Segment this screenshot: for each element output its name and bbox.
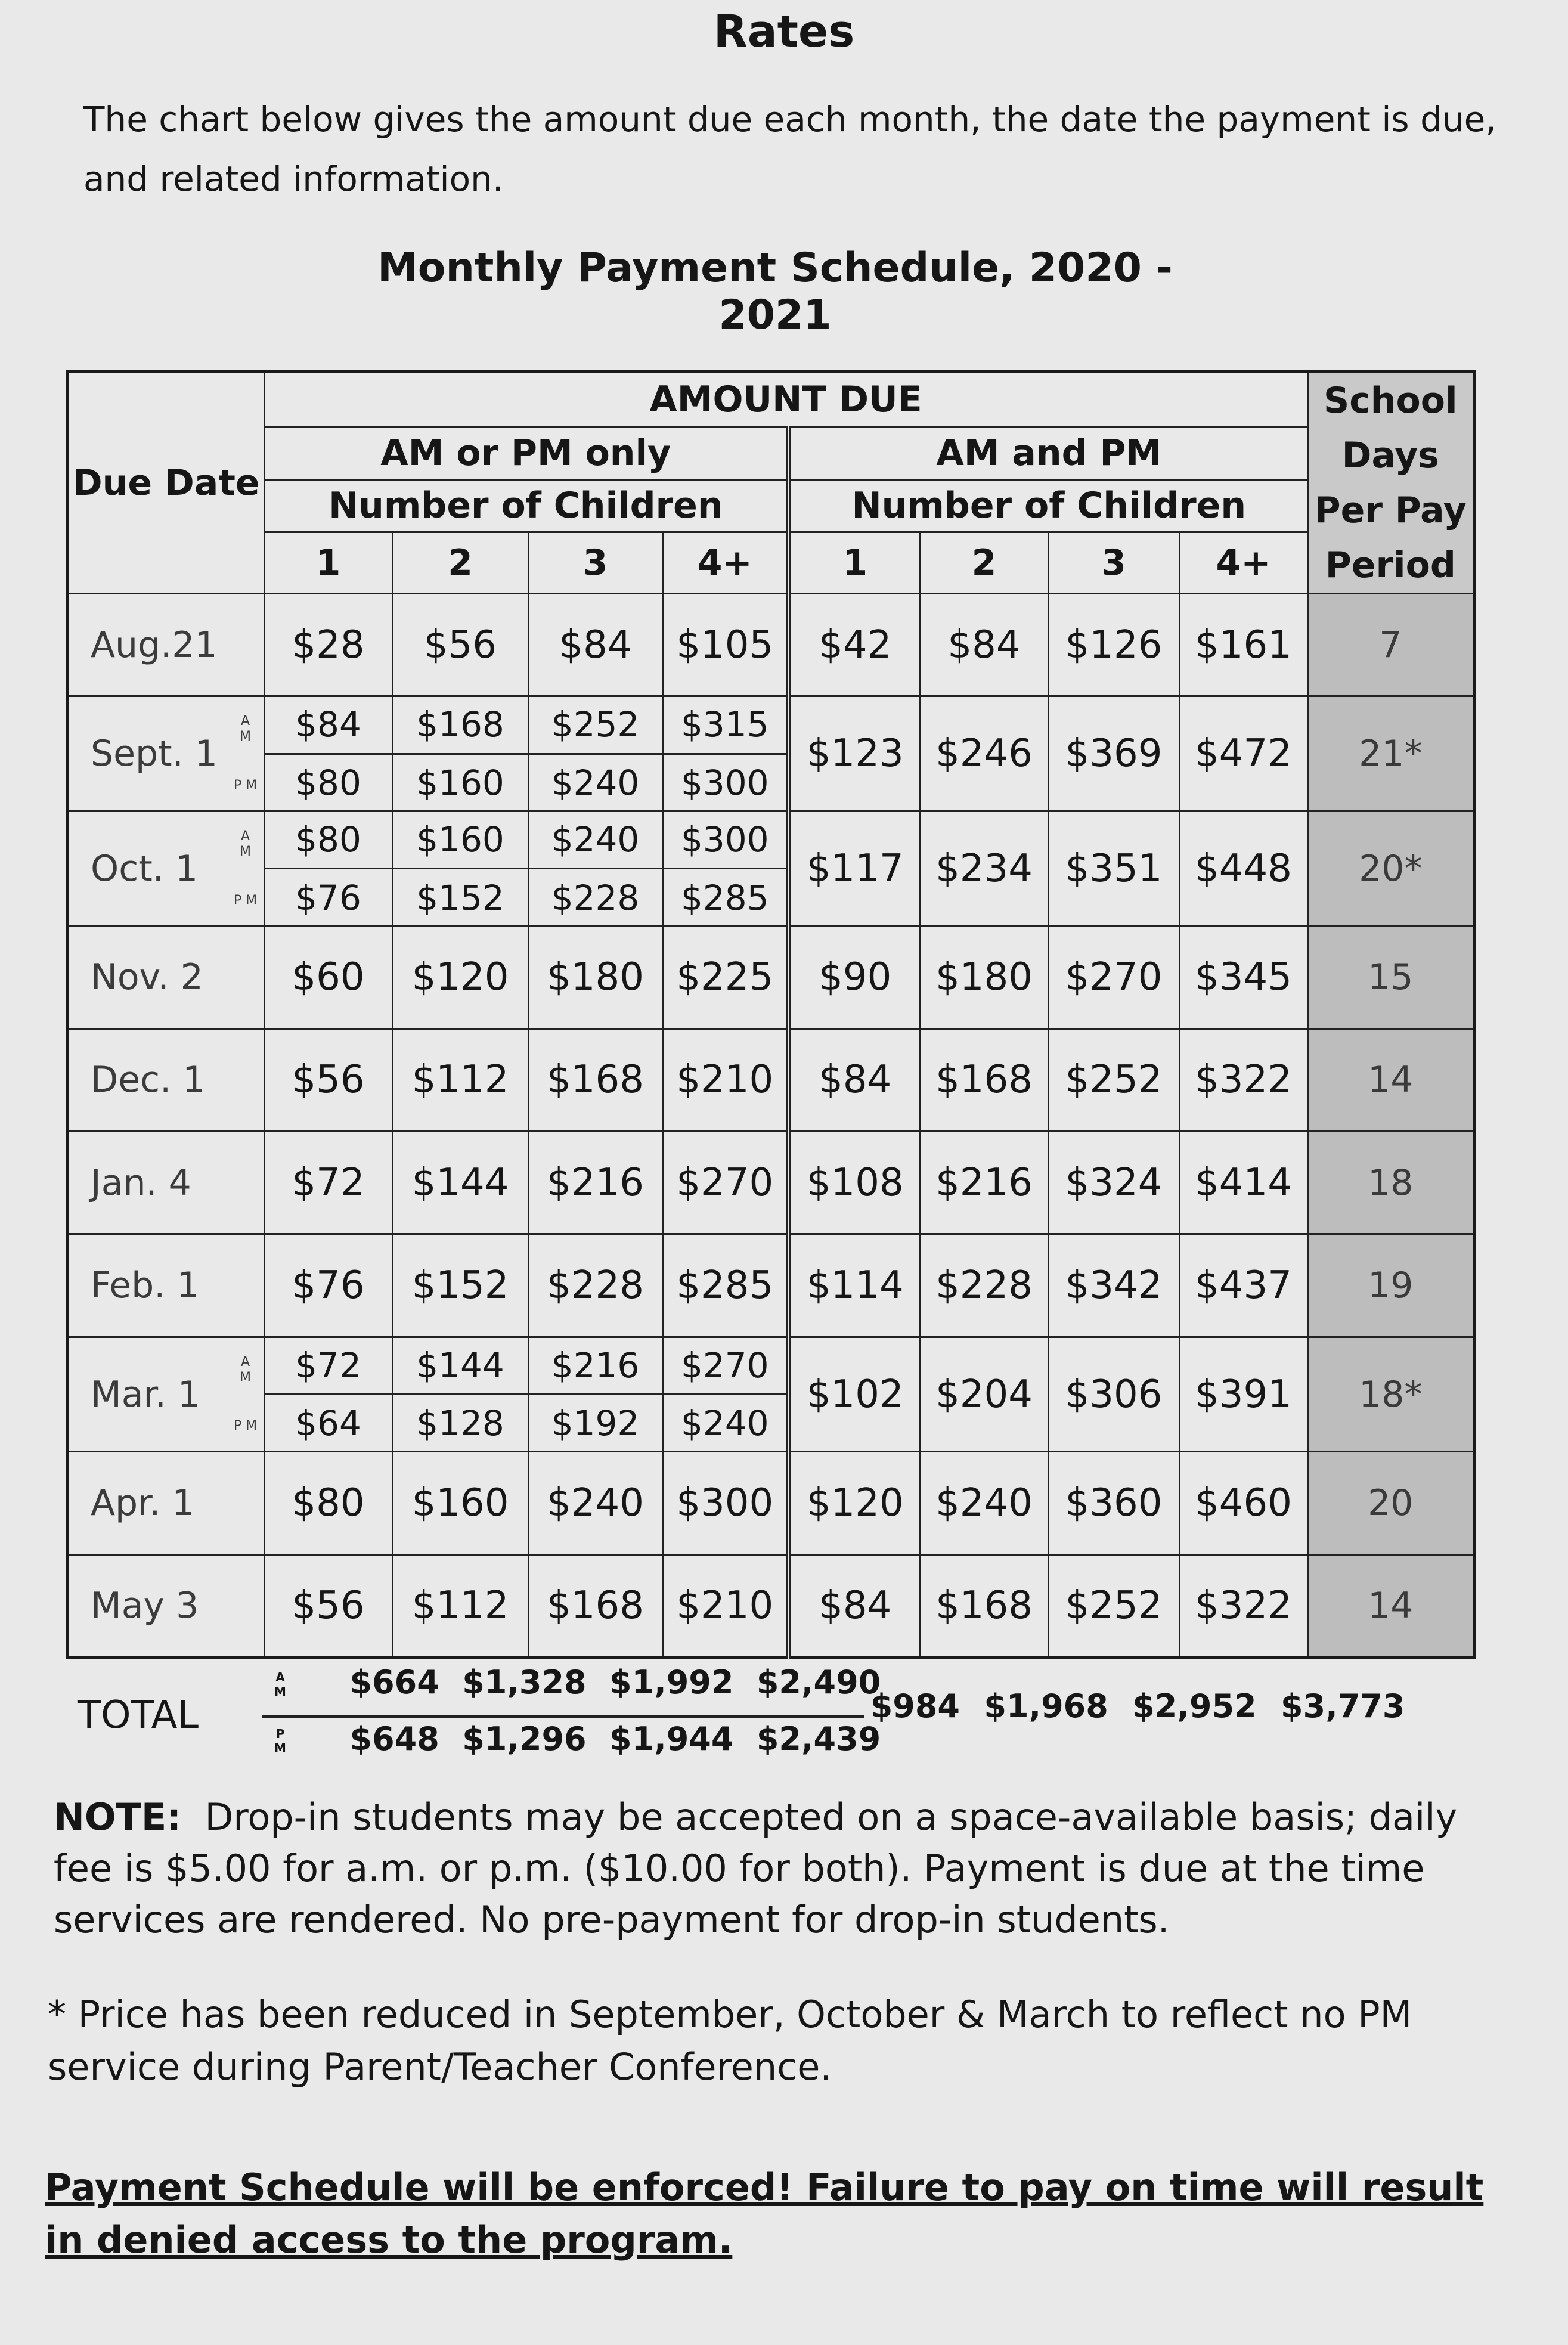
amount-both-cell: $216: [920, 1132, 1048, 1234]
amount-both-cell: $168: [920, 1554, 1048, 1657]
amount-cell: $76: [264, 1234, 392, 1337]
table-row: [67, 1132, 1474, 1234]
amount-both-cell: $360: [1048, 1452, 1179, 1554]
due-date-label: Oct. 1: [91, 847, 199, 890]
intro-text: The chart below gives the amount due each month, the date the payment is due, and related information.: [83, 99, 1496, 199]
school-days-cell: 20: [1307, 1452, 1474, 1554]
am-amount: $84: [265, 696, 392, 755]
am-amount: $216: [529, 1337, 662, 1395]
am-amount: $270: [664, 1337, 787, 1395]
count-header: 4+: [662, 532, 789, 594]
amount-cell: $60: [264, 926, 392, 1029]
pm-mark: P M: [274, 1727, 286, 1756]
schedule-title: Monthly Payment Schedule, 2020 - 2021: [377, 244, 1173, 339]
amount-both-cell: $84: [920, 594, 1048, 696]
amount-cell: $112: [392, 1029, 528, 1131]
pm-mark: P M: [233, 777, 258, 793]
amount-cell: $228: [528, 1234, 662, 1337]
due-date-label: Aug.21: [91, 624, 218, 666]
amount-split-cell: [528, 811, 662, 926]
amount-cell: $56: [392, 594, 528, 696]
amount-cell: $84: [528, 594, 662, 696]
total-pm: $648: [349, 1720, 439, 1758]
count-header: 3: [1048, 532, 1179, 594]
num-children-header-both: Number of Children: [789, 479, 1307, 532]
amount-cell: $210: [662, 1029, 789, 1131]
am-mark: A M: [240, 828, 251, 859]
amount-both-cell: $437: [1179, 1234, 1307, 1337]
due-date-cell: [67, 1452, 264, 1554]
amount-split-cell: [392, 1337, 528, 1452]
enforcement-warning: Payment Schedule will be enforced! Failure to pay on time will result in denied access to the program.: [45, 2166, 1484, 2262]
children-count-row: [67, 532, 1474, 594]
amount-cell: $120: [392, 926, 528, 1029]
pm-amount: $285: [680, 877, 769, 918]
amount-split-cell: [264, 696, 392, 811]
due-date-cell: [67, 594, 264, 696]
amount-both-cell: $123: [789, 696, 920, 811]
amount-split-cell: [392, 696, 528, 811]
amount-split-cell: [264, 811, 392, 926]
table-row: [67, 1554, 1474, 1657]
due-date-label: Jan. 4: [91, 1161, 191, 1204]
amount-both-cell: $180: [920, 926, 1048, 1029]
count-header: 4+: [1179, 532, 1307, 594]
total-both: $1,968: [984, 1687, 1108, 1725]
am-mark: A M: [274, 1670, 286, 1699]
due-date-label: May 3: [91, 1584, 199, 1627]
table-row: [67, 594, 1474, 696]
due-date-cell: [67, 811, 264, 926]
table-row: [67, 696, 1474, 811]
pm-amount: $228: [551, 877, 640, 918]
pm-amount: $300: [680, 763, 769, 803]
amount-both-cell: $322: [1179, 1554, 1307, 1657]
amount-cell: $112: [392, 1554, 528, 1657]
amount-cell: $168: [528, 1554, 662, 1657]
school-days-cell: 18*: [1307, 1337, 1474, 1452]
amount-cell: $28: [264, 594, 392, 696]
am-mark: A M: [240, 714, 251, 745]
table-row: [67, 811, 1474, 926]
total-pm: $2,439: [756, 1720, 881, 1758]
am-amount: $240: [529, 811, 662, 869]
due-date-cell: [67, 1029, 264, 1131]
total-both: $3,773: [1281, 1687, 1405, 1725]
amount-both-cell: $324: [1048, 1132, 1179, 1234]
due-date-label: Sept. 1: [91, 733, 218, 775]
amount-split-cell: [528, 1337, 662, 1452]
am-amount: $72: [265, 1337, 392, 1395]
am-amount: $300: [664, 811, 787, 869]
amount-both-cell: $108: [789, 1132, 920, 1234]
amount-split-cell: [392, 811, 528, 926]
due-date-label: Dec. 1: [91, 1059, 206, 1101]
pm-amount: $76: [295, 877, 361, 918]
pm-mark: P M: [233, 1418, 258, 1434]
amount-both-cell: $351: [1048, 811, 1179, 926]
amount-both-cell: $306: [1048, 1337, 1179, 1452]
amount-cell: $152: [392, 1234, 528, 1337]
am-amount: $168: [393, 696, 528, 755]
total-am: $1,328: [462, 1664, 587, 1701]
amount-both-cell: $234: [920, 811, 1048, 926]
num-children-header-single: Number of Children: [264, 479, 789, 532]
count-header: 3: [528, 532, 662, 594]
total-am: $2,490: [756, 1664, 881, 1701]
total-pm: $1,296: [462, 1720, 587, 1758]
total-am: $1,992: [609, 1664, 734, 1701]
amount-both-cell: $342: [1048, 1234, 1179, 1337]
amount-split-cell: [662, 696, 789, 811]
amount-both-cell: $414: [1179, 1132, 1307, 1234]
due-date-cell: [67, 1132, 264, 1234]
amount-both-cell: $84: [789, 1554, 920, 1657]
school-days-cell: 14: [1307, 1029, 1474, 1131]
total-label: TOTAL: [78, 1693, 199, 1737]
amount-both-cell: $252: [1048, 1029, 1179, 1131]
am-amount: $315: [664, 696, 787, 755]
amount-both-cell: $126: [1048, 594, 1179, 696]
due-date-label: Feb. 1: [91, 1265, 200, 1307]
page-title: Rates: [713, 6, 855, 57]
due-date-cell: [67, 926, 264, 1029]
total-both: $2,952: [1132, 1687, 1257, 1725]
pm-amount: $160: [416, 763, 504, 803]
drop-in-note: [54, 1792, 1485, 1946]
amount-cell: $180: [528, 926, 662, 1029]
am-amount: $80: [265, 811, 392, 869]
total-divider: [262, 1715, 864, 1718]
total-pm-row: [268, 1720, 881, 1758]
amount-cell: $225: [662, 926, 789, 1029]
am-pm-marker: [234, 697, 258, 810]
amount-both-cell: $228: [920, 1234, 1048, 1337]
due-date-cell: [67, 696, 264, 811]
table-row: [67, 1029, 1474, 1131]
pm-amount: $192: [551, 1403, 640, 1444]
total-pm: $1,944: [609, 1720, 734, 1758]
amount-both-cell: $460: [1179, 1452, 1307, 1554]
amount-both-cell: $322: [1179, 1029, 1307, 1131]
count-header: 2: [920, 532, 1048, 594]
due-date-label: Nov. 2: [91, 956, 203, 999]
pm-amount: $64: [295, 1403, 361, 1444]
amount-both-cell: $252: [1048, 1554, 1179, 1657]
table-row: [67, 1452, 1474, 1554]
am-amount: $160: [393, 811, 528, 869]
pm-mark: P M: [233, 893, 258, 908]
count-header: 1: [264, 532, 392, 594]
amount-split-cell: [528, 696, 662, 811]
due-date-cell: [67, 1554, 264, 1657]
payment-schedule-table: [66, 370, 1476, 1659]
totals: [78, 1664, 1449, 1777]
due-date-cell: [67, 1234, 264, 1337]
amount-cell: $270: [662, 1132, 789, 1234]
amount-cell: $80: [264, 1452, 392, 1554]
amount-cell: $56: [264, 1554, 392, 1657]
total-am-row: [268, 1664, 881, 1701]
amount-both-cell: $369: [1048, 696, 1179, 811]
am-or-pm-header: AM or PM only: [264, 427, 789, 479]
school-days-cell: 15: [1307, 926, 1474, 1029]
total-both: $984: [870, 1687, 960, 1725]
count-header: 2: [392, 532, 528, 594]
amount-both-cell: $114: [789, 1234, 920, 1337]
amount-cell: $56: [264, 1029, 392, 1131]
footnote: * Price has been reduced in September, October & March to reflect no PM service during Parent/Teacher Conference.: [48, 1993, 1412, 2089]
amount-split-cell: [662, 811, 789, 926]
count-header: 1: [789, 532, 920, 594]
amount-both-cell: $391: [1179, 1337, 1307, 1452]
school-days-cell: 18: [1307, 1132, 1474, 1234]
amount-split-cell: [264, 1337, 392, 1452]
am-pm-marker: [234, 1338, 258, 1451]
school-days-cell: 21*: [1307, 696, 1474, 811]
amount-cell: $210: [662, 1554, 789, 1657]
amount-cell: $160: [392, 1452, 528, 1554]
amount-cell: $144: [392, 1132, 528, 1234]
amount-both-cell: $120: [789, 1452, 920, 1554]
amount-cell: $216: [528, 1132, 662, 1234]
amount-both-cell: $102: [789, 1337, 920, 1452]
school-days-cell: 20*: [1307, 811, 1474, 926]
due-date-label: Mar. 1: [91, 1373, 201, 1415]
pm-amount: $128: [416, 1403, 504, 1444]
total-am: $664: [349, 1664, 439, 1701]
amount-both-cell: $161: [1179, 594, 1307, 696]
am-pm-marker: [234, 812, 258, 925]
amount-both-cell: $90: [789, 926, 920, 1029]
amount-split-cell: [662, 1337, 789, 1452]
amount-cell: $168: [528, 1029, 662, 1131]
note-label: NOTE:: [54, 1795, 182, 1839]
amount-cell: $240: [528, 1452, 662, 1554]
pm-amount: $152: [416, 877, 504, 918]
school-days-cell: 14: [1307, 1554, 1474, 1657]
due-date-header: Due Date: [67, 371, 264, 594]
amount-both-cell: $345: [1179, 926, 1307, 1029]
school-days-cell: 7: [1307, 594, 1474, 696]
amount-both-cell: $42: [789, 594, 920, 696]
due-date-cell: [67, 1337, 264, 1452]
amount-both-cell: $246: [920, 696, 1048, 811]
amount-cell: $285: [662, 1234, 789, 1337]
am-amount: $252: [529, 696, 662, 755]
school-days-cell: 19: [1307, 1234, 1474, 1337]
amount-due-header: AMOUNT DUE: [264, 371, 1307, 427]
am-and-pm-header: AM and PM: [789, 427, 1307, 479]
am-mark: A M: [240, 1354, 251, 1385]
table-row: [67, 1234, 1474, 1337]
amount-both-cell: $472: [1179, 696, 1307, 811]
amount-both-cell: $240: [920, 1452, 1048, 1554]
total-both-row: [823, 1687, 1405, 1725]
am-amount: $144: [393, 1337, 528, 1395]
amount-both-cell: $448: [1179, 811, 1307, 926]
amount-cell: $72: [264, 1132, 392, 1234]
note-text: Drop-in students may be accepted on a space-available basis; daily fee is $5.00 for a.m. or p.m. ($10.00 for both). Payment is due at the time services are rendered. No pre-payment for drop-in students.: [54, 1795, 1458, 1941]
amount-both-cell: $84: [789, 1029, 920, 1131]
amount-cell: $105: [662, 594, 789, 696]
table-row: [67, 1337, 1474, 1452]
amount-both-cell: $204: [920, 1337, 1048, 1452]
table-row: [67, 926, 1474, 1029]
pm-amount: $240: [680, 1403, 769, 1444]
amount-both-cell: $168: [920, 1029, 1048, 1131]
amount-both-cell: $117: [789, 811, 920, 926]
amount-cell: $300: [662, 1452, 789, 1554]
pm-amount: $80: [295, 763, 361, 803]
due-date-label: Apr. 1: [91, 1482, 195, 1524]
school-days-header: School Days Per Pay Period: [1307, 371, 1474, 594]
pm-amount: $240: [551, 763, 640, 803]
amount-both-cell: $270: [1048, 926, 1179, 1029]
